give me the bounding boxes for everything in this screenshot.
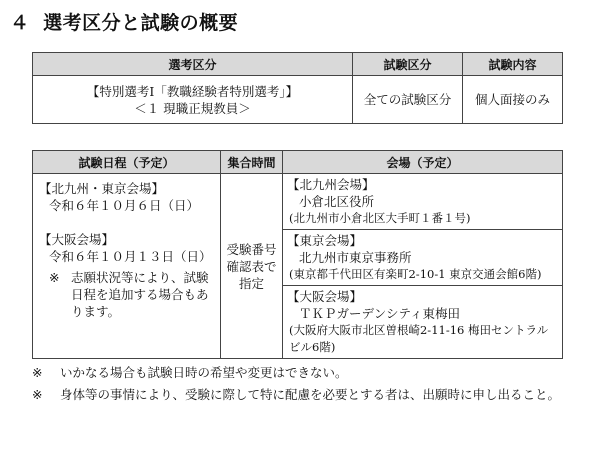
exam-content-cell: 個人面接のみ [463, 76, 563, 124]
venue-address: (大阪府大阪市北区曽根崎2-11-16 梅田セントラルビル6階) [289, 323, 549, 354]
section-title: 選考区分と試験の概要 [43, 12, 239, 34]
header-schedule: 試験日程（予定） [33, 151, 221, 174]
venue-kitakyushu [283, 174, 563, 230]
selection-category-table [32, 52, 563, 124]
schedule-group2-date: 令和６年１０月１３日（日） [49, 249, 212, 264]
footnote-text: 身体等の事情により、受験に際して特に配慮を必要とする者は、出願時に申し出ること。 [60, 387, 561, 402]
selection-category-cell [33, 76, 353, 124]
venue-name: ＴＫＰガーデンシティ東梅田 [299, 306, 460, 321]
selection-category-line1: 【特別選考Ⅰ「教職経験者特別選考」】 [86, 83, 299, 99]
section-heading [10, 8, 238, 35]
footnotes [32, 362, 572, 406]
selection-category-line2: ＜１ 現職正規教員＞ [134, 100, 251, 116]
schedule-group1-label: 【北九州・東京会場】 [39, 181, 165, 196]
venue-osaka [283, 286, 563, 359]
header-selection-category: 選考区分 [33, 53, 353, 76]
section-number: ４ [10, 12, 30, 34]
header-venue: 会場（予定） [283, 151, 563, 174]
note-mark: ※ [49, 270, 60, 285]
venue-address: (東京都千代田区有楽町2-10-1 東京交通会館6階) [289, 267, 542, 281]
exam-category-cell: 全ての試験区分 [353, 76, 463, 124]
schedule-cell [33, 174, 221, 359]
venue-label: 【北九州会場】 [287, 177, 375, 192]
footnote [32, 362, 572, 384]
footnote-text: いかなる場合も試験日時の希望や変更はできない。 [60, 365, 348, 380]
footnote-mark: ※ [32, 365, 43, 380]
header-exam-category: 試験区分 [353, 53, 463, 76]
gathering-time-cell [221, 174, 283, 359]
schedule-venue-table [32, 150, 563, 359]
schedule-group1-date: 令和６年１０月６日（日） [49, 198, 200, 213]
note-text: 志願状況等により、試験日程を追加する場合もあります。 [71, 270, 209, 319]
venue-label: 【東京会場】 [287, 233, 363, 248]
venue-tokyo [283, 230, 563, 286]
venue-address: (北九州市小倉北区大手町１番１号) [289, 211, 471, 225]
venue-label: 【大阪会場】 [287, 289, 363, 304]
footnote-mark: ※ [32, 387, 43, 402]
venue-name: 小倉北区役所 [299, 194, 375, 209]
venue-name: 北九州市東京事務所 [299, 250, 412, 265]
header-gathering-time: 集合時間 [221, 151, 283, 174]
header-exam-content: 試験内容 [463, 53, 563, 76]
schedule-group2-label: 【大阪会場】 [39, 232, 115, 247]
footnote [32, 384, 572, 406]
gathering-time-text: 受験番号確認表で指定 [226, 241, 277, 291]
schedule-note [39, 269, 216, 320]
